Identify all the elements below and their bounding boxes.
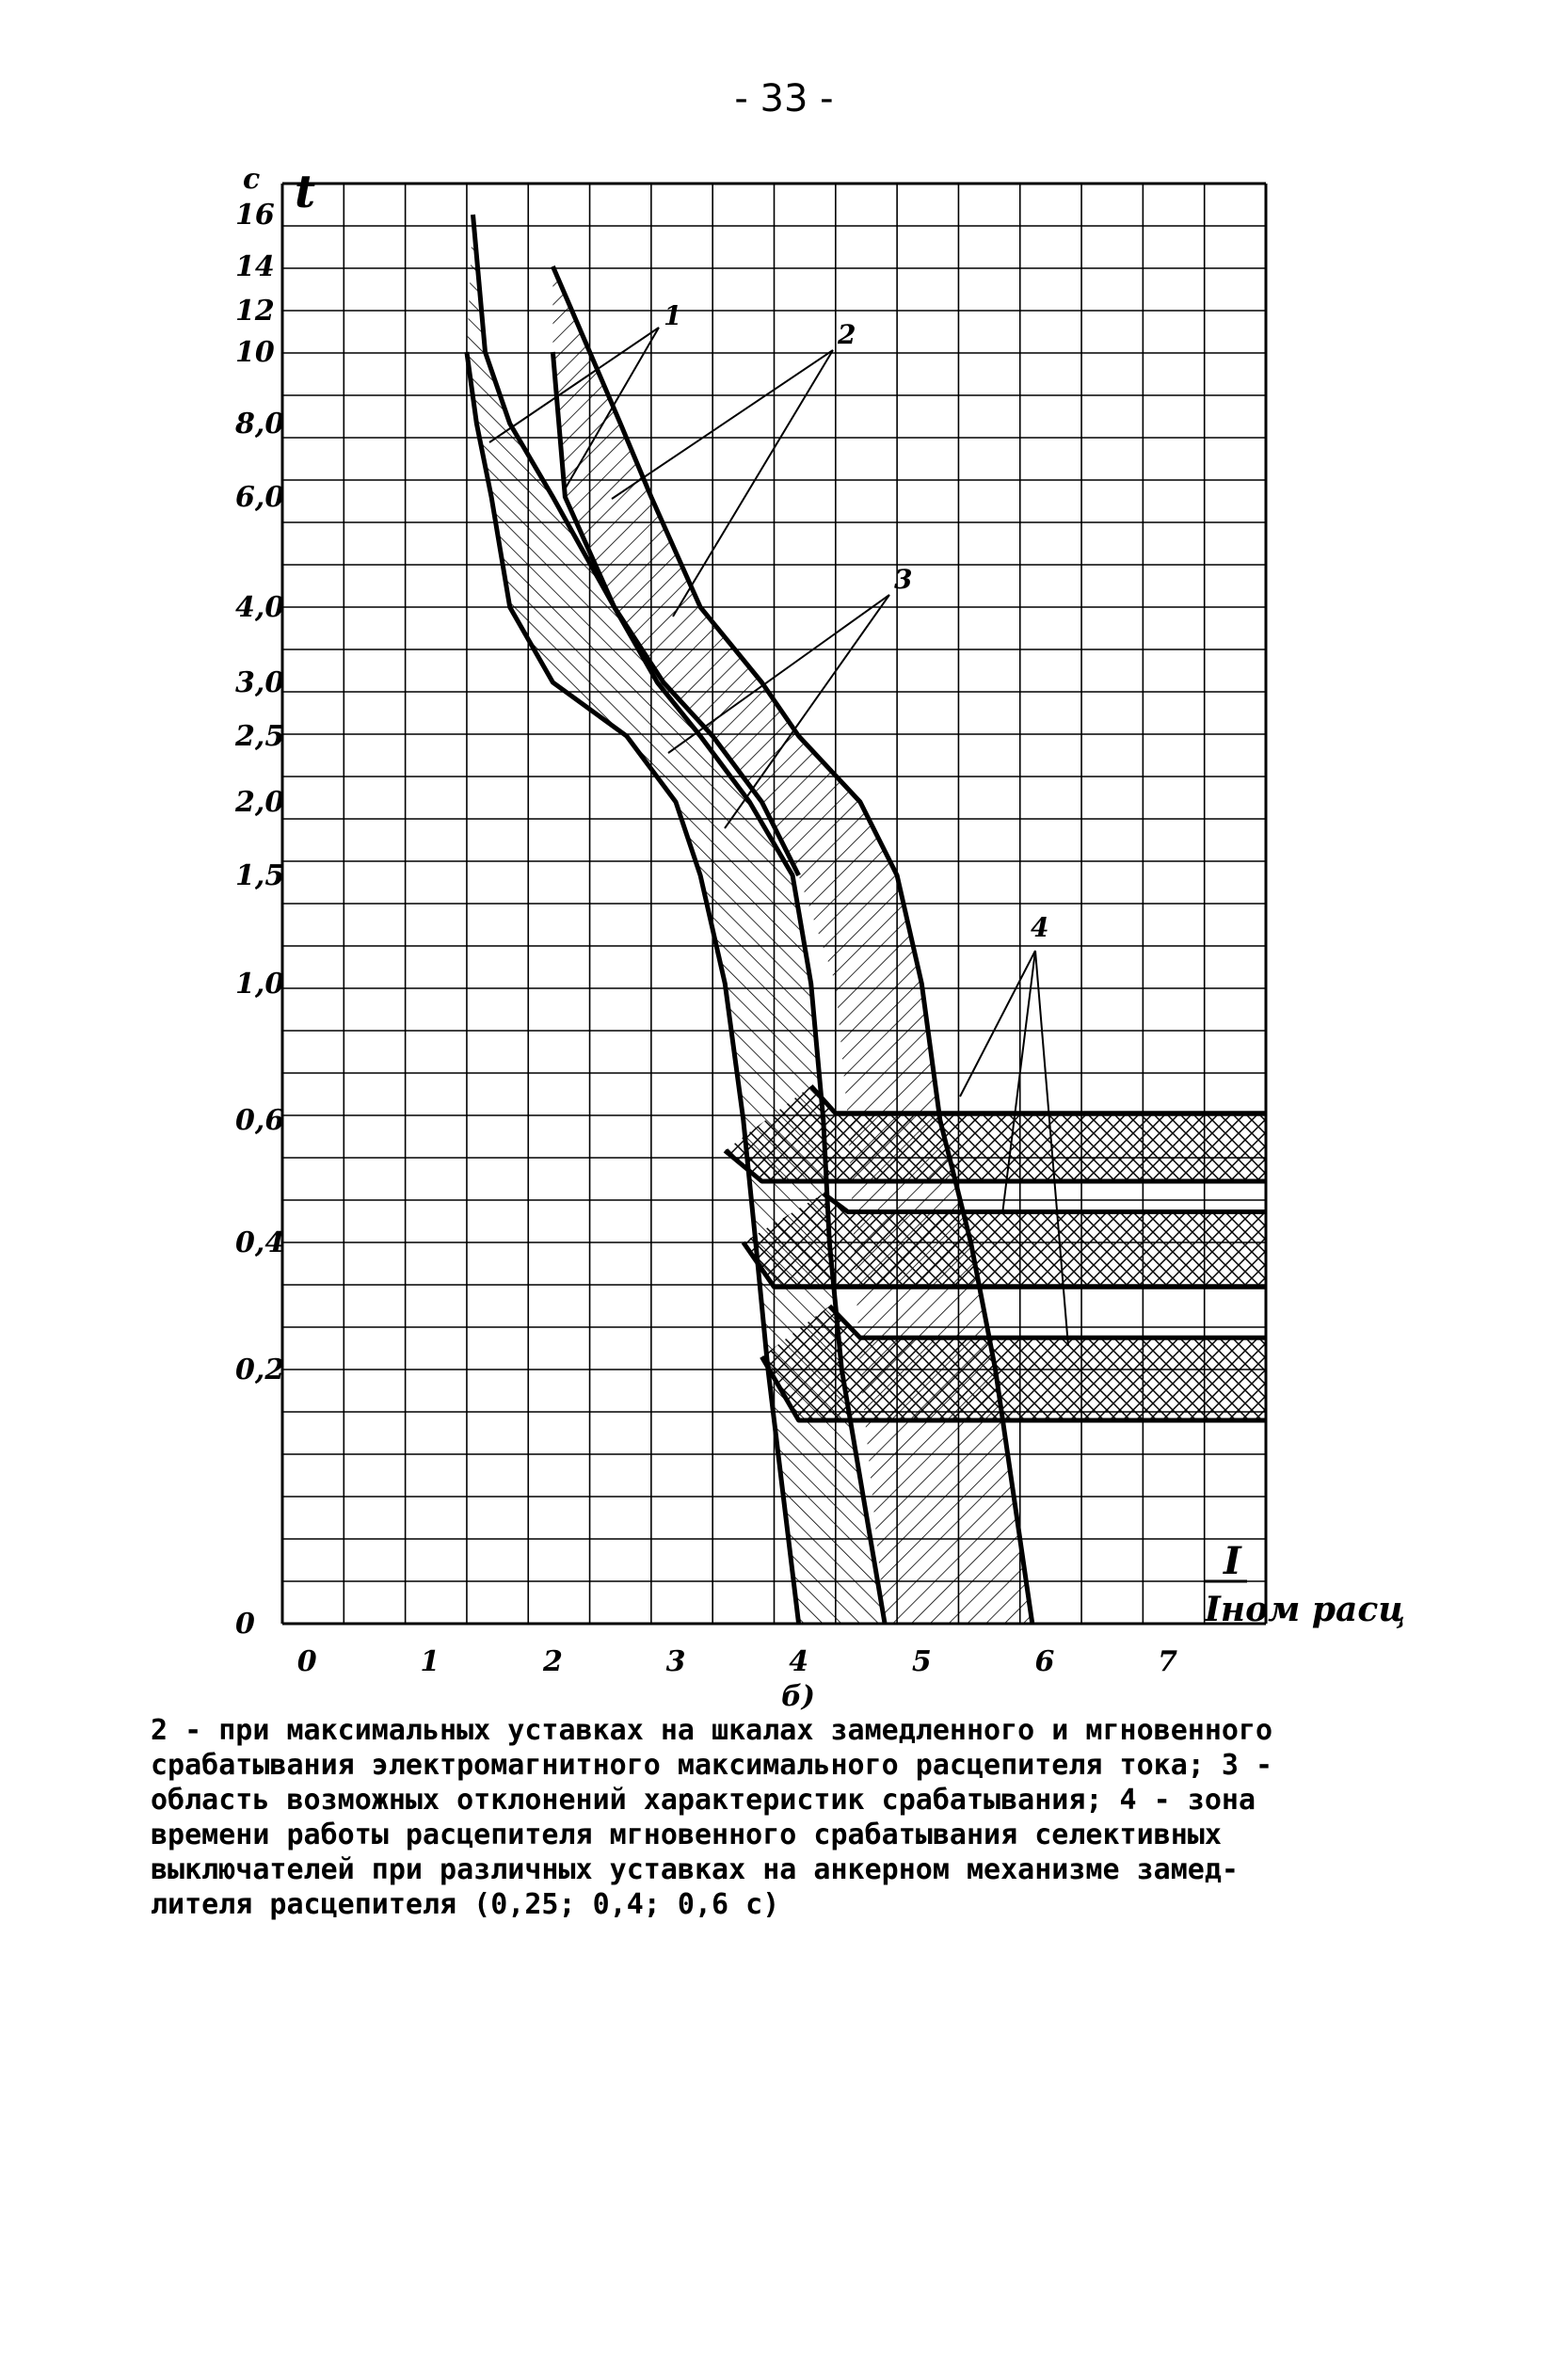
leader-line-2 [673,350,833,617]
leader-line-2 [612,350,833,499]
caption-line: 2 - при максимальных уставках на шкалах замедленного и мгновенного [151,1714,1273,1747]
leader-line-4 [960,951,1035,1097]
y-tick-label: 6,0 [235,481,285,514]
region-zone-4 [744,1194,1266,1287]
y-tick-label: 2,5 [235,720,285,753]
caption-line: выключателей при различных уставках на анкерном механизме замед- [151,1853,1239,1886]
x-tick-label: 6 [1034,1645,1055,1678]
x-tick-label: 7 [1158,1645,1177,1678]
y-tick-label: 0,4 [235,1226,285,1259]
y-tick-label: 10 [235,336,275,369]
y-tick-label: 1,5 [235,859,285,892]
y-tick-label: 3,0 [235,666,285,699]
y-tick-label: 14 [235,250,275,283]
y-tick-label: 8,0 [235,408,285,441]
x-tick-label: 2 [542,1645,563,1678]
y-tick-label: 4,0 [235,591,285,624]
y-tick-label: 0 [235,1608,255,1641]
y-tick-label: 2,0 [235,786,285,819]
x-tick-label: 5 [911,1645,932,1678]
annotation-label-2: 2 [838,319,856,350]
x-tick-label: 1 [420,1645,440,1678]
caption-line: времени работы расцепителя мгновенного срабатывания селективных [151,1818,1222,1851]
y-unit-label: c [243,163,261,196]
region-zone-4 [725,1086,1266,1181]
y-axis-label: t [295,166,316,218]
subfigure-label: б) [781,1680,815,1713]
figure-caption [151,1713,1412,1922]
caption-line: срабатывания электромагнитного максимального расцепителя тока; 3 - [151,1749,1273,1782]
y-tick-label: 12 [235,295,275,328]
page-number: - 33 - [734,77,834,120]
x-tick-label: 0 [296,1645,317,1678]
y-tick-label: 0,2 [235,1354,285,1386]
y-tick-label: 16 [235,199,275,232]
x-axis-label-numerator: I [1224,1539,1241,1583]
caption-line: область возможных отклонений характеристик срабатывания; 4 - зона [151,1784,1256,1817]
x-tick-label: 3 [665,1645,686,1678]
y-tick-label: 1,0 [235,968,285,1001]
annotation-label-3: 3 [894,564,913,595]
annotation-label-1: 1 [664,300,682,331]
caption-line: лителя расцепителя (0,25; 0,4; 0,6 с) [151,1888,780,1921]
x-tick-label: 4 [789,1645,809,1678]
x-axis-label-denominator: Iном расц [1205,1590,1406,1629]
annotation-label-4: 4 [1031,912,1049,943]
y-tick-label: 0,6 [235,1104,285,1137]
